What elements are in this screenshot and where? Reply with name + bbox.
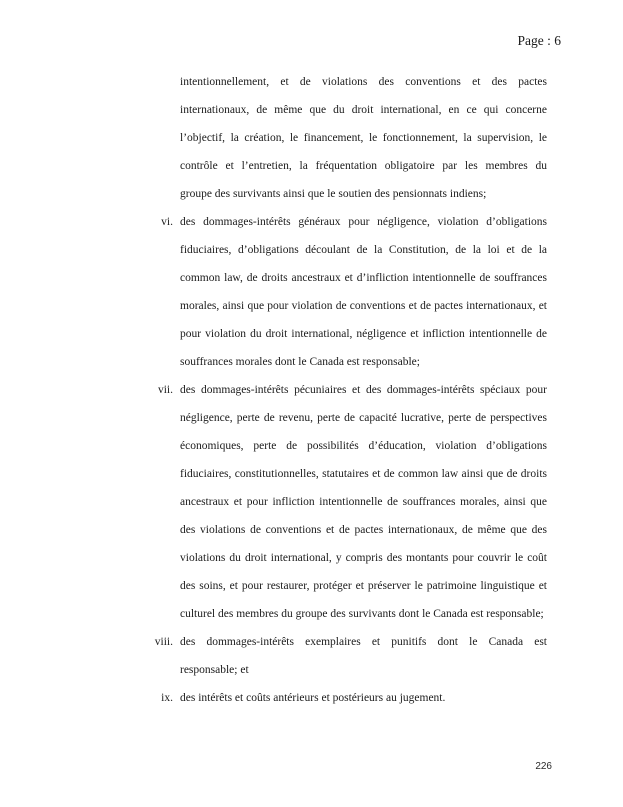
page-header-label: Page : 6 [517,33,561,48]
text-line: fiduciaires, d’obligations découlant de la Constitution, de la loi et de la [180,244,547,256]
text-line: common law, de droits ancestraux et d’infliction intentionnelle de souffrances [180,272,547,284]
text-line: des dommages-intérêts exemplaires et punitifs dont le Canada est [180,636,547,648]
text-line: des intérêts et coûts antérieurs et postérieurs au jugement. [180,692,446,704]
text-line: des dommages-intérêts pécuniaires et des dommages-intérêts spéciaux pour [180,384,547,396]
list-item-viii [154,628,547,684]
list-numeral: vi. [161,216,173,228]
text-line: ancestraux et pour infliction intentionnelle de souffrances morales, ainsi que [180,496,547,508]
text-line: négligence, perte de revenu, perte de capacité lucrative, perte de perspectives [180,412,547,424]
text-line: culturel des membres du groupe des survivants dont le Canada est responsable; [180,608,544,620]
text-line: souffrances morales dont le Canada est responsable; [180,356,420,368]
list-item-ix [161,684,547,712]
page-number: 226 [535,761,552,772]
text-line: contrôle et l’entretien, la fréquentation obligatoire par les membres du [180,160,547,172]
list-item-vii [157,376,547,628]
text-line: l’objectif, la création, le financement, le fonctionnement, la supervision, le [180,132,547,144]
text-line: économiques, perte de possibilités d’éducation, violation d’obligations [180,440,547,452]
text-line: fiduciaires, constitutionnelles, statutaires et de common law ainsi que de droits [180,468,547,480]
text-line: pour violation du droit international, négligence et infliction intentionnelle de [180,328,547,340]
text-line: des dommages-intérêts généraux pour négligence, violation d’obligations [180,216,547,228]
text-line: des soins, et pour restaurer, protéger et préserver le patrimoine linguistique et [180,580,547,592]
text-line: internationaux, de même que du droit international, en ce qui concerne [180,104,547,116]
list-numeral: viii. [154,636,173,648]
document-body [154,68,547,712]
list-item-vi [161,208,547,376]
paragraph-continuation [180,68,547,208]
text-line: des violations de conventions et de pactes internationaux, de même que des [180,524,547,536]
text-line: responsable; et [180,664,249,676]
list-numeral: ix. [161,692,173,704]
list-numeral: vii. [157,384,173,396]
text-line: morales, ainsi que pour violation de conventions et de pactes internationaux, et [180,300,547,312]
text-line: violations du droit international, y compris des montants pour couvrir le coût [180,552,547,564]
text-line: groupe des survivants ainsi que le soutien des pensionnats indiens; [180,188,487,200]
text-line: intentionnellement, et de violations des conventions et des pactes [180,76,547,88]
